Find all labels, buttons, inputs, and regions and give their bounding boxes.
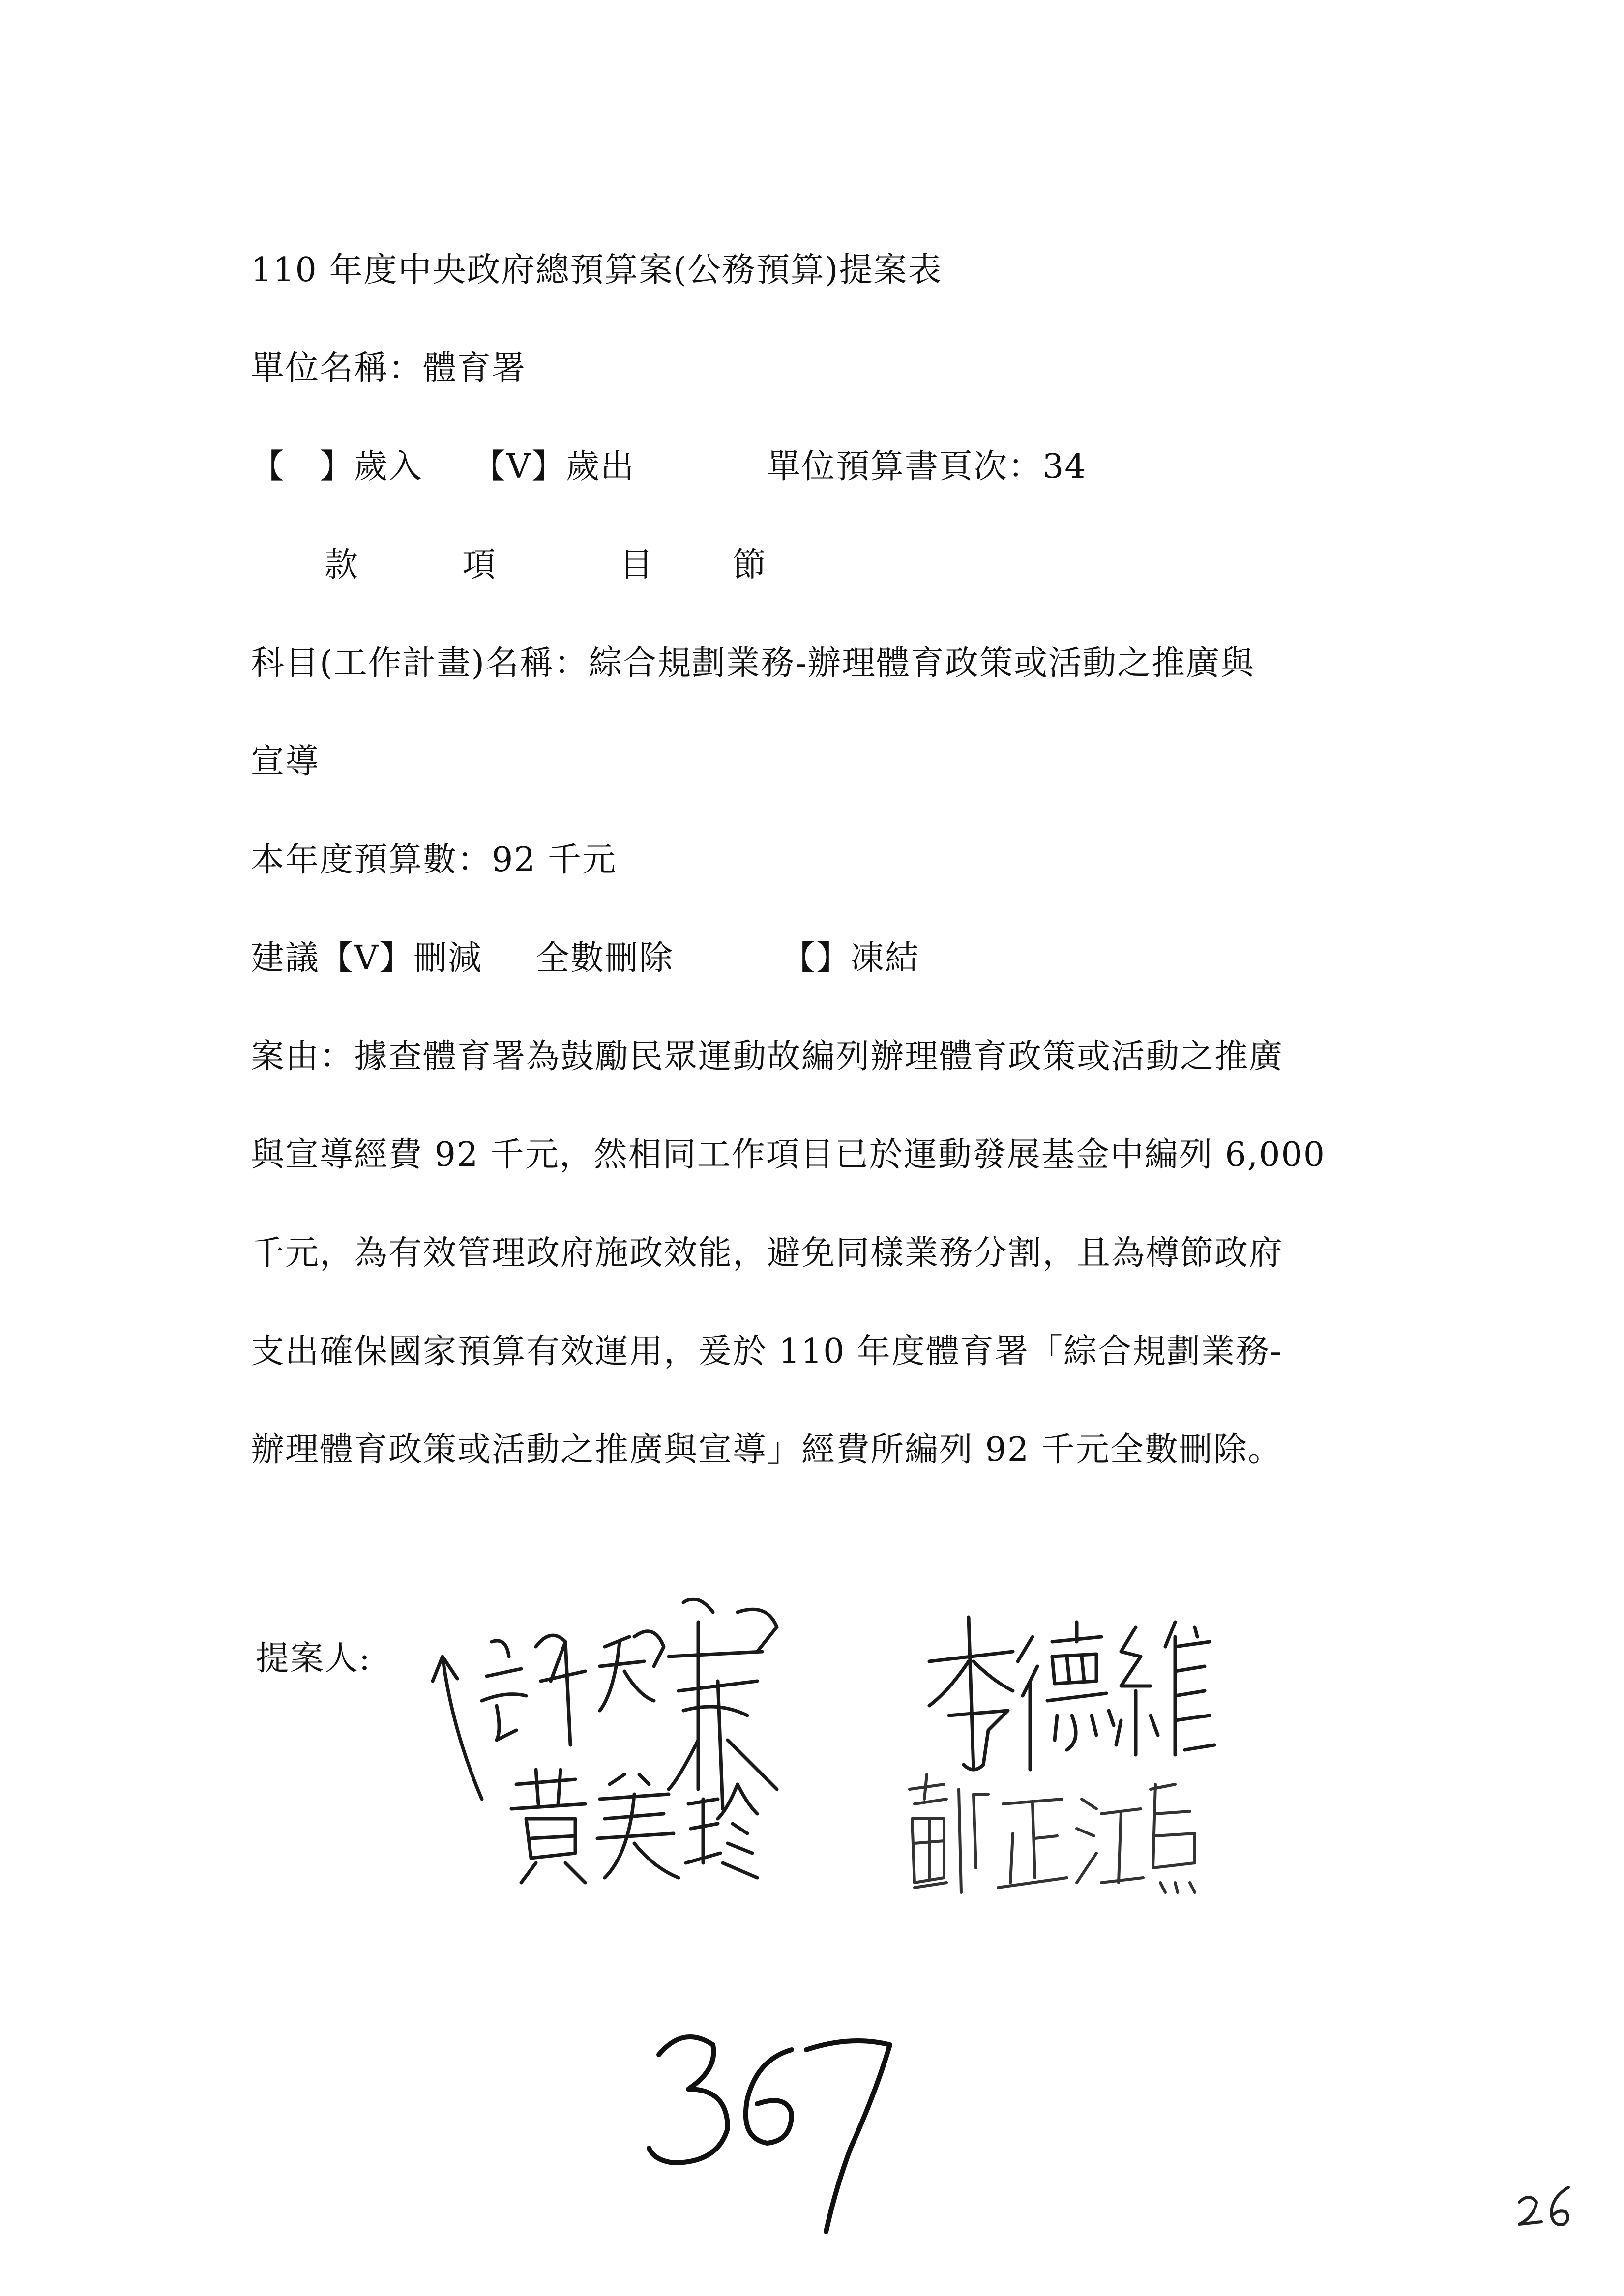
xiang-label: 項 xyxy=(462,546,497,584)
handwritten-page-number xyxy=(644,2015,910,2243)
reason-line: 與宣導經費 92 千元，然相同工作項目已於運動發展基金中編列 6,000 xyxy=(251,1135,1326,1174)
kuan-label: 款 xyxy=(325,546,359,584)
signature-4 xyxy=(900,1770,1205,1907)
subject-name-line-2: 宣導 xyxy=(251,742,320,781)
subject-name-line-1: 科目(工作計畫)名稱：綜合規劃業務-辦理體育政策或活動之推廣與 xyxy=(251,644,1255,683)
reason-paragraph xyxy=(251,1008,1382,1499)
signature-3 xyxy=(919,1607,1224,1784)
mu-label: 目 xyxy=(620,546,654,584)
reason-line: 案由：據查體育署為鼓勵民眾運動故編列辦理體育政策或活動之推廣 xyxy=(251,1037,1284,1076)
signature-2 xyxy=(502,1765,767,1892)
delete-all-label: 全數刪除 xyxy=(536,939,674,978)
jie-label: 節 xyxy=(733,546,768,584)
unit-name: 單位名稱：體育署 xyxy=(251,349,527,388)
corner-handwritten-mark xyxy=(1514,2182,1583,2234)
form-title: 110 年度中央政府總預算案(公務預算)提案表 xyxy=(251,251,943,290)
expenditure-checkbox-label: 【V】歲出 xyxy=(472,447,635,486)
reason-line: 千元，為有效管理政府施政效能，避免同樣業務分割，且為樽節政府 xyxy=(251,1234,1284,1273)
reason-line: 支出確保國家預算有效運用，爰於 110 年度體育署「綜合規劃業務- xyxy=(251,1332,1282,1371)
budget-amount: 本年度預算數：92 千元 xyxy=(251,841,617,879)
proposer-label: 提案人: xyxy=(256,1639,371,1678)
reason-line: 辦理體育政策或活動之推廣與宣導」經費所編列 92 千元全數刪除。 xyxy=(251,1430,1282,1469)
suggest-cut-label: 建議【V】刪減 xyxy=(251,939,483,978)
freeze-label: 【】凍結 xyxy=(782,939,920,978)
revenue-checkbox-label: 【 】歲入 xyxy=(251,447,423,486)
budget-book-page-ref: 單位預算書頁次：34 xyxy=(767,447,1087,486)
